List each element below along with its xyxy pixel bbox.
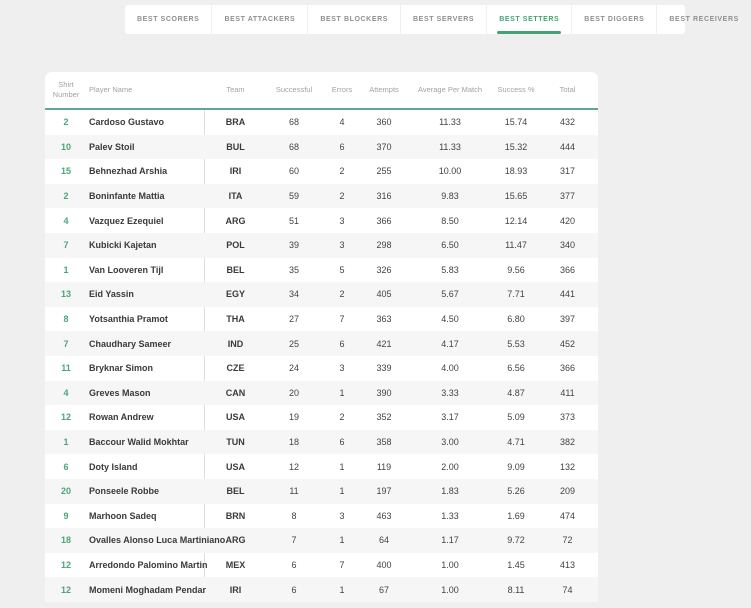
team-code-cell: ARG: [225, 535, 246, 546]
table-row: [45, 381, 598, 406]
average-per-match-cell: 3.00: [441, 437, 459, 448]
player-name-cell: Cardoso Gustavo: [89, 117, 165, 128]
team-code-cell: ARG: [225, 215, 246, 226]
errors-cell: 6: [339, 141, 345, 152]
team-code-cell: POL: [226, 240, 245, 251]
errors-cell: 1: [339, 486, 345, 497]
table-row: [45, 282, 598, 307]
tab-label: BEST DIGGERS: [584, 16, 645, 23]
tab-best-blockers[interactable]: [308, 5, 401, 34]
player-name-cell: Rowan Andrew: [89, 412, 154, 423]
successful-cell: 7: [291, 535, 297, 546]
player-name-cell: Arredondo Palomino Martin: [89, 559, 208, 570]
tab-label: BEST RECEIVERS: [669, 16, 739, 23]
attempts-cell: 363: [376, 314, 392, 325]
tab-best-servers[interactable]: [401, 5, 487, 34]
shirt-number-cell: 18: [60, 535, 71, 546]
team-code-cell: MEX: [225, 559, 246, 570]
errors-cell: 3: [339, 363, 345, 374]
average-per-match-cell: 6.50: [441, 240, 459, 251]
successful-cell: 68: [288, 141, 299, 152]
shirt-number-cell: 2: [63, 117, 69, 128]
errors-cell: 2: [339, 412, 345, 423]
shirt-number-cell: 15: [60, 166, 71, 177]
success-pct-cell: 15.32: [504, 141, 528, 152]
team-code-cell: IRI: [229, 166, 242, 177]
player-name-cell: Boninfante Mattia: [89, 191, 165, 202]
successful-cell: 39: [288, 240, 299, 251]
player-name-cell: Van Looveren Tijl: [89, 264, 164, 275]
success-pct-cell: 5.26: [507, 486, 525, 497]
average-per-match-cell: 1.00: [441, 584, 459, 595]
tab-best-setters[interactable]: [487, 5, 572, 34]
col-header-total: Total: [537, 72, 598, 109]
success-pct-cell: 1.45: [507, 559, 525, 570]
attempts-cell: 316: [376, 191, 392, 202]
active-tab-underline: [497, 31, 561, 34]
col-header-team: Team: [204, 72, 267, 109]
player-name-cell: Momeni Moghadam Pendar: [89, 584, 207, 595]
successful-cell: 24: [288, 363, 299, 374]
team-code-cell: IRI: [229, 584, 242, 595]
shirt-number-cell: 7: [63, 338, 69, 349]
total-cell: 452: [559, 338, 576, 349]
tab-label: BEST SCORERS: [137, 16, 200, 23]
successful-cell: 20: [288, 387, 299, 398]
player-name-cell: Kubicki Kajetan: [89, 240, 157, 251]
table-row: [45, 135, 598, 160]
successful-cell: 25: [288, 338, 299, 349]
col-header-average-per-match: Average Per Match: [405, 72, 495, 109]
errors-cell: 2: [339, 191, 345, 202]
success-pct-cell: 11.47: [505, 240, 527, 251]
shirt-number-cell: 4: [63, 387, 69, 398]
player-name-cell: Ovalles Alonso Luca Martiniano: [89, 535, 226, 546]
total-cell: 209: [559, 486, 576, 497]
success-pct-cell: 5.53: [507, 338, 525, 349]
total-cell: 397: [559, 314, 576, 325]
attempts-cell: 197: [376, 486, 392, 497]
shirt-number-cell: 8: [63, 314, 69, 325]
player-name-cell: Chaudhary Sameer: [89, 338, 172, 349]
attempts-cell: 67: [378, 584, 389, 595]
success-pct-cell: 8.11: [507, 584, 525, 595]
tab-best-diggers[interactable]: [572, 5, 657, 34]
table-row: [45, 430, 598, 455]
average-per-match-cell: 3.33: [441, 387, 459, 398]
total-cell: 432: [559, 117, 576, 128]
table-row: [45, 553, 598, 578]
average-per-match-cell: 4.50: [441, 314, 459, 325]
total-cell: 413: [559, 559, 576, 570]
shirt-number-cell: 4: [63, 215, 69, 226]
table-row: [45, 454, 598, 479]
shirt-number-cell: 12: [60, 412, 71, 423]
team-code-cell: TUN: [226, 437, 245, 448]
tab-label: BEST ATTACKERS: [224, 16, 296, 23]
errors-cell: 4: [339, 117, 345, 128]
shirt-number-cell: 10: [60, 141, 71, 152]
tab-label: BEST BLOCKERS: [320, 16, 389, 23]
success-pct-cell: 9.56: [507, 264, 525, 275]
success-pct-cell: 12.14: [504, 215, 528, 226]
total-cell: 366: [559, 363, 576, 374]
errors-cell: 2: [339, 289, 345, 300]
table-row: [45, 405, 598, 430]
table-row: [45, 184, 598, 209]
team-code-cell: THA: [226, 314, 245, 325]
col-header-player-name: Player Name: [87, 72, 204, 109]
tab-best-scorers[interactable]: [125, 5, 212, 34]
successful-cell: 12: [288, 461, 299, 472]
table-row: [45, 233, 598, 258]
player-name-cell: Ponseele Robbe: [89, 486, 160, 497]
team-code-cell: IND: [227, 338, 244, 349]
stats-category-tabbar: [125, 5, 739, 34]
table-row: [45, 504, 598, 529]
shirt-number-cell: 1: [63, 264, 69, 275]
player-name-cell: Palev Stoil: [89, 141, 135, 152]
average-per-match-cell: 9.83: [441, 191, 459, 202]
success-pct-cell: 9.72: [507, 535, 525, 546]
tab-best-attackers[interactable]: [212, 5, 308, 34]
team-code-cell: BRA: [225, 117, 246, 128]
success-pct-cell: 5.09: [507, 412, 525, 423]
total-cell: 317: [559, 166, 576, 177]
col-header-shirt-number: Shirt Number: [45, 72, 87, 109]
errors-cell: 6: [339, 437, 345, 448]
successful-cell: 18: [288, 437, 299, 448]
success-pct-cell: 18.93: [504, 166, 528, 177]
attempts-cell: 366: [376, 215, 392, 226]
total-cell: 474: [559, 510, 576, 521]
success-pct-cell: 15.65: [504, 191, 528, 202]
total-cell: 420: [559, 215, 576, 226]
col-header-errors: Errors: [321, 72, 363, 109]
total-cell: 132: [559, 461, 576, 472]
successful-cell: 68: [288, 117, 299, 128]
shirt-number-cell: 11: [61, 363, 71, 374]
average-per-match-cell: 1.83: [441, 486, 459, 497]
tab-label: BEST SERVERS: [413, 16, 475, 23]
player-name-cell: Doty Island: [89, 461, 138, 472]
shirt-number-cell: 9: [63, 510, 69, 521]
shirt-number-cell: 20: [60, 486, 71, 497]
success-pct-cell: 6.80: [507, 314, 525, 325]
table-header-row: [45, 72, 598, 109]
player-name-cell: Baccour Walid Mokhtar: [89, 437, 189, 448]
attempts-cell: 352: [376, 412, 392, 423]
attempts-cell: 339: [376, 363, 392, 374]
total-cell: 366: [559, 264, 576, 275]
errors-cell: 2: [339, 166, 345, 177]
tab-best-receivers[interactable]: [657, 5, 750, 34]
team-code-cell: EGY: [225, 289, 245, 300]
average-per-match-cell: 11.33: [439, 141, 461, 152]
team-code-cell: CAN: [225, 387, 246, 398]
team-code-cell: BEL: [226, 264, 245, 275]
table-row: [45, 159, 598, 184]
shirt-number-cell: 13: [60, 289, 71, 300]
errors-cell: 3: [339, 240, 345, 251]
errors-cell: 1: [339, 535, 345, 546]
table-row: [45, 208, 598, 233]
attempts-cell: 405: [376, 289, 392, 300]
attempts-cell: 360: [376, 117, 392, 128]
errors-cell: 5: [339, 264, 345, 275]
successful-cell: 6: [291, 559, 297, 570]
player-name-cell: Marhoon Sadeq: [89, 510, 157, 521]
average-per-match-cell: 8.50: [441, 215, 459, 226]
successful-cell: 11: [289, 486, 299, 497]
successful-cell: 34: [288, 289, 299, 300]
average-per-match-cell: 5.83: [441, 264, 459, 275]
player-name-cell: Vazquez Ezequiel: [89, 215, 164, 226]
success-pct-cell: 4.87: [507, 387, 525, 398]
table-row: [45, 577, 598, 602]
success-pct-cell: 4.71: [507, 437, 525, 448]
team-code-cell: CZE: [226, 363, 245, 374]
average-per-match-cell: 1.33: [441, 510, 459, 521]
attempts-cell: 298: [376, 240, 392, 251]
shirt-number-cell: 12: [60, 559, 71, 570]
average-per-match-cell: 4.17: [441, 338, 459, 349]
player-name-cell: Yotsanthia Pramot: [89, 314, 168, 325]
average-per-match-cell: 5.67: [441, 289, 459, 300]
attempts-cell: 390: [376, 387, 392, 398]
attempts-cell: 370: [376, 141, 392, 152]
successful-cell: 19: [288, 412, 299, 423]
team-code-cell: BUL: [226, 141, 245, 152]
team-code-cell: BRN: [225, 510, 246, 521]
total-cell: 444: [559, 141, 576, 152]
team-code-cell: ITA: [228, 191, 243, 202]
attempts-cell: 463: [376, 510, 392, 521]
total-cell: 382: [559, 437, 576, 448]
successful-cell: 35: [288, 264, 299, 275]
average-per-match-cell: 1.17: [441, 535, 459, 546]
successful-cell: 51: [288, 215, 299, 226]
errors-cell: 7: [339, 314, 345, 325]
attempts-cell: 255: [376, 166, 392, 177]
errors-cell: 7: [339, 559, 345, 570]
errors-cell: 3: [339, 510, 345, 521]
table-row: [45, 258, 598, 283]
total-cell: 74: [562, 584, 573, 595]
errors-cell: 3: [339, 215, 345, 226]
successful-cell: 8: [291, 510, 297, 521]
col-header-successful: Successful: [267, 72, 321, 109]
successful-cell: 6: [291, 584, 297, 595]
table-row: [45, 331, 598, 356]
team-code-cell: USA: [225, 461, 245, 472]
team-code-cell: BEL: [226, 486, 245, 497]
col-header-success-pct: Success %: [495, 72, 537, 109]
shirt-number-cell: 1: [63, 437, 69, 448]
total-cell: 411: [560, 387, 575, 398]
shirt-number-cell: 6: [63, 461, 69, 472]
average-per-match-cell: 1.00: [441, 559, 459, 570]
total-cell: 377: [559, 191, 576, 202]
best-setters-table-card: [45, 72, 598, 600]
errors-cell: 1: [339, 584, 345, 595]
attempts-cell: 64: [378, 535, 389, 546]
player-name-cell: Bryknar Simon: [89, 363, 154, 374]
success-pct-cell: 6.56: [507, 363, 525, 374]
table-row: [45, 109, 598, 135]
total-cell: 340: [559, 240, 576, 251]
best-setters-table: [45, 72, 598, 602]
table-row: [45, 479, 598, 504]
errors-cell: 1: [339, 461, 345, 472]
attempts-cell: 400: [376, 559, 392, 570]
player-name-cell: Greves Mason: [89, 387, 151, 398]
average-per-match-cell: 4.00: [441, 363, 459, 374]
tab-label: BEST SETTERS: [499, 16, 560, 23]
errors-cell: 1: [339, 387, 345, 398]
shirt-number-cell: 12: [60, 584, 71, 595]
attempts-cell: 358: [376, 437, 392, 448]
average-per-match-cell: 3.17: [441, 412, 459, 423]
average-per-match-cell: 10.00: [438, 166, 462, 177]
player-name-cell: Behnezhad Arshia: [89, 166, 168, 177]
average-per-match-cell: 11.33: [439, 117, 461, 128]
success-pct-cell: 1.69: [507, 510, 525, 521]
successful-cell: 27: [288, 314, 299, 325]
success-pct-cell: 15.74: [504, 117, 528, 128]
attempts-cell: 326: [376, 264, 392, 275]
success-pct-cell: 7.71: [507, 289, 525, 300]
team-code-cell: USA: [225, 412, 245, 423]
average-per-match-cell: 2.00: [441, 461, 459, 472]
total-cell: 373: [559, 412, 576, 423]
successful-cell: 60: [288, 166, 299, 177]
table-row: [45, 528, 598, 553]
table-row: [45, 307, 598, 332]
attempts-cell: 421: [376, 338, 392, 349]
table-row: [45, 356, 598, 381]
total-cell: 72: [562, 535, 573, 546]
attempts-cell: 119: [376, 461, 392, 472]
col-header-attempts: Attempts: [363, 72, 405, 109]
errors-cell: 6: [339, 338, 345, 349]
shirt-number-cell: 2: [63, 191, 69, 202]
successful-cell: 59: [288, 191, 299, 202]
total-cell: 441: [559, 289, 576, 300]
shirt-number-cell: 7: [63, 240, 69, 251]
success-pct-cell: 9.09: [507, 461, 525, 472]
player-name-cell: Eid Yassin: [89, 289, 134, 300]
